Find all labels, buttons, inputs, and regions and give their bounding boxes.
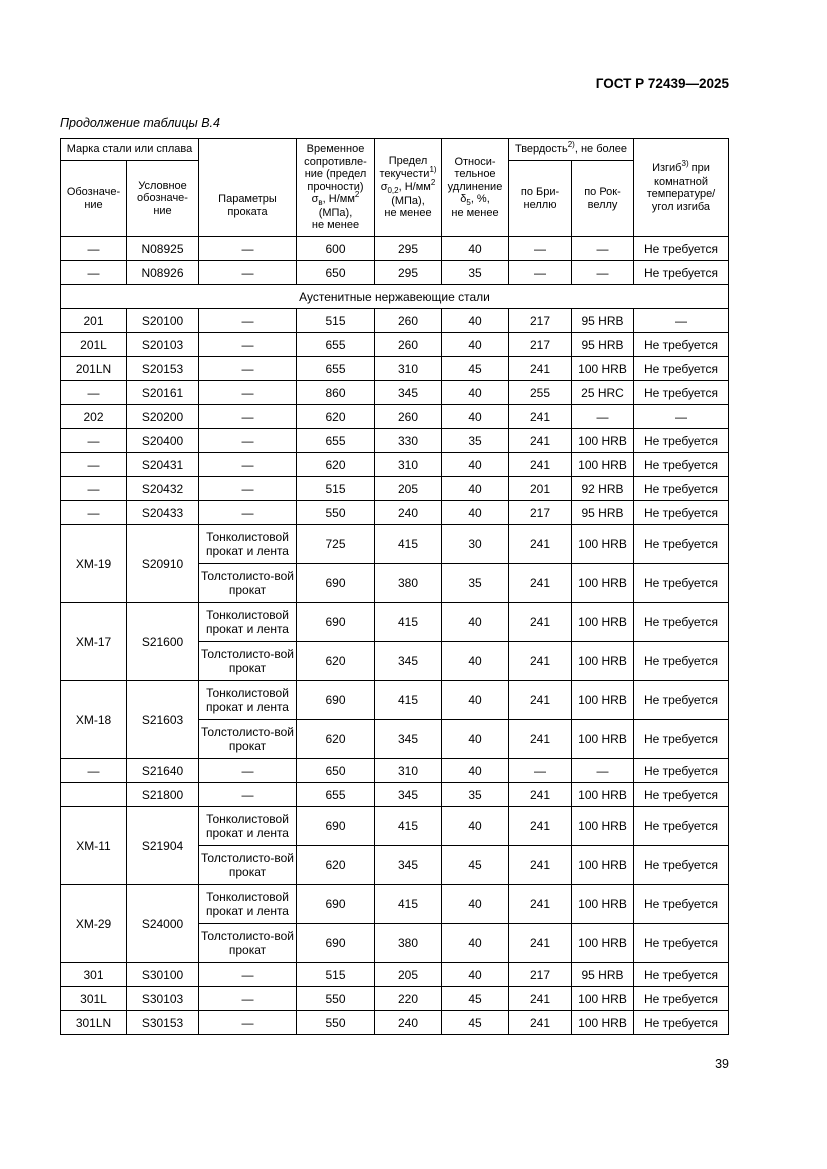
table-cell: 690	[297, 564, 375, 603]
table-cell: 241	[509, 885, 572, 924]
table-row	[61, 309, 729, 333]
table-cell: 241	[509, 603, 572, 642]
table-cell: Не требуется	[634, 783, 729, 807]
table-cell: 241	[509, 1011, 572, 1035]
header-designation: Обозначе-ние	[61, 161, 127, 237]
table-cell: Не требуется	[634, 924, 729, 963]
table-cell: 40	[442, 603, 509, 642]
table-cell: Не требуется	[634, 564, 729, 603]
table-cell: 620	[297, 720, 375, 759]
table-cell: 620	[297, 453, 375, 477]
table-cell: 550	[297, 1011, 375, 1035]
table-cell: 40	[442, 453, 509, 477]
table-cell: 40	[442, 720, 509, 759]
table-cell: 295	[375, 237, 442, 261]
table-cell: Не требуется	[634, 1011, 729, 1035]
table-cell: N08926	[127, 261, 199, 285]
table-cell: Толстолисто-вой прокат	[199, 846, 297, 885]
table-cell: S21640	[127, 759, 199, 783]
table-cell: 241	[509, 405, 572, 429]
table-cell: Тонколистовой прокат и лента	[199, 885, 297, 924]
table-cell: Не требуется	[634, 477, 729, 501]
table-cell: 860	[297, 381, 375, 405]
table-cell: —	[572, 237, 634, 261]
header-grade: Марка стали или сплава	[61, 139, 199, 161]
table-cell: 301	[61, 963, 127, 987]
table-cell: 345	[375, 642, 442, 681]
table-row	[61, 987, 729, 1011]
table-cell: Не требуется	[634, 681, 729, 720]
table-cell: —	[572, 759, 634, 783]
table-cell: 40	[442, 405, 509, 429]
table-cell: —	[61, 429, 127, 453]
table-cell: 100 HRB	[572, 603, 634, 642]
table-cell: XM-18	[61, 681, 127, 759]
table-cell: 217	[509, 309, 572, 333]
table-cell: S20910	[127, 525, 199, 603]
table-cell: —	[199, 357, 297, 381]
table-cell: —	[509, 237, 572, 261]
table-cell: —	[199, 1011, 297, 1035]
table-cell: 241	[509, 987, 572, 1011]
table-cell: XM-19	[61, 525, 127, 603]
table-cell: 655	[297, 357, 375, 381]
table-cell: 550	[297, 987, 375, 1011]
document-code: ГОСТ Р 72439—2025	[595, 76, 729, 91]
table-cell: 205	[375, 963, 442, 987]
table-cell: 201LN	[61, 357, 127, 381]
table-cell: 241	[509, 720, 572, 759]
table-cell: 241	[509, 525, 572, 564]
table-cell: S20432	[127, 477, 199, 501]
header-bend: Изгиб$^{3)}$ при комнатной температуре/ угол изгиба	[634, 139, 729, 237]
table-cell: 100 HRB	[572, 642, 634, 681]
table-caption: Продолжение таблицы В.4	[60, 116, 220, 130]
table-cell: Не требуется	[634, 261, 729, 285]
table-cell: 260	[375, 405, 442, 429]
table-cell: 35	[442, 261, 509, 285]
table-cell: 415	[375, 681, 442, 720]
table-cell: 690	[297, 603, 375, 642]
table-cell: 100 HRB	[572, 357, 634, 381]
table-cell: S20161	[127, 381, 199, 405]
table-cell: —	[634, 405, 729, 429]
table-cell: —	[199, 963, 297, 987]
table-cell: 100 HRB	[572, 783, 634, 807]
table-cell: —	[199, 429, 297, 453]
table-cell: 345	[375, 381, 442, 405]
table-cell: 650	[297, 759, 375, 783]
table-cell: —	[634, 309, 729, 333]
table-cell: 100 HRB	[572, 807, 634, 846]
table-cell: 655	[297, 783, 375, 807]
table-cell: 310	[375, 453, 442, 477]
table-cell: 40	[442, 237, 509, 261]
table-cell: 95 HRB	[572, 309, 634, 333]
table-row	[61, 501, 729, 525]
table-cell: 205	[375, 477, 442, 501]
table-row	[61, 333, 729, 357]
table-cell: 100 HRB	[572, 1011, 634, 1035]
table-cell: —	[572, 261, 634, 285]
table-cell: S30153	[127, 1011, 199, 1035]
table-cell: —	[61, 261, 127, 285]
table-cell: 217	[509, 963, 572, 987]
table-cell: 330	[375, 429, 442, 453]
table-cell: Не требуется	[634, 720, 729, 759]
table-cell: 415	[375, 603, 442, 642]
table-cell: 40	[442, 309, 509, 333]
table-cell: 725	[297, 525, 375, 564]
table-cell: Не требуется	[634, 885, 729, 924]
table-cell: 100 HRB	[572, 720, 634, 759]
table-cell: —	[509, 759, 572, 783]
table-cell: 241	[509, 807, 572, 846]
table-cell: 241	[509, 453, 572, 477]
table-cell: 260	[375, 309, 442, 333]
table-cell: 301L	[61, 987, 127, 1011]
table-cell: S24000	[127, 885, 199, 963]
table-cell: 241	[509, 642, 572, 681]
table-cell: 241	[509, 783, 572, 807]
table-cell: —	[199, 759, 297, 783]
section-title: Аустенитные нержавеющие стали	[61, 285, 729, 309]
table-cell: 40	[442, 501, 509, 525]
table-cell: Не требуется	[634, 642, 729, 681]
table-cell: 30	[442, 525, 509, 564]
table-cell: 345	[375, 846, 442, 885]
table-row	[61, 1011, 729, 1035]
table-cell: 100 HRB	[572, 564, 634, 603]
table-cell: 220	[375, 987, 442, 1011]
table-cell: 100 HRB	[572, 525, 634, 564]
table-cell: 295	[375, 261, 442, 285]
table-cell: —	[509, 261, 572, 285]
table-cell: 415	[375, 525, 442, 564]
table-cell: 40	[442, 642, 509, 681]
table-cell: —	[61, 381, 127, 405]
table-cell: 310	[375, 759, 442, 783]
header-hardness: Твердость$^{2)}$, не более	[509, 139, 634, 161]
table-cell: 380	[375, 924, 442, 963]
table-cell: XM-29	[61, 885, 127, 963]
table-row	[61, 603, 729, 642]
table-cell: 35	[442, 564, 509, 603]
table-cell: S20400	[127, 429, 199, 453]
table-cell: S21800	[127, 783, 199, 807]
table-cell: 650	[297, 261, 375, 285]
table-cell: 25 HRC	[572, 381, 634, 405]
table-cell: S21603	[127, 681, 199, 759]
table-cell: Не требуется	[634, 807, 729, 846]
table-cell: 40	[442, 885, 509, 924]
table-cell: 45	[442, 987, 509, 1011]
table-cell: 655	[297, 429, 375, 453]
table-cell: 515	[297, 309, 375, 333]
table-row	[61, 885, 729, 924]
table-cell: 40	[442, 333, 509, 357]
header-yield: Предел текучести$^{1)}$ $\sigma_{0,2}$, $Н/мм^2$ (МПа), не менее	[375, 139, 442, 237]
table-cell: 241	[509, 357, 572, 381]
table-cell: 255	[509, 381, 572, 405]
table-cell: 40	[442, 681, 509, 720]
table-cell: 100 HRB	[572, 453, 634, 477]
table-cell: S20431	[127, 453, 199, 477]
header-conditional-designation: Условное обозначе-ние	[127, 161, 199, 237]
table-cell: 690	[297, 681, 375, 720]
table-row	[61, 237, 729, 261]
table-cell: Толстолисто-вой прокат	[199, 720, 297, 759]
table-cell: —	[199, 501, 297, 525]
table-cell: 345	[375, 720, 442, 759]
table-cell: 45	[442, 846, 509, 885]
properties-table	[60, 138, 729, 1035]
table-cell: 100 HRB	[572, 846, 634, 885]
table-row	[61, 429, 729, 453]
table-row	[61, 357, 729, 381]
table-cell: Тонколистовой прокат и лента	[199, 603, 297, 642]
table-cell: Не требуется	[634, 603, 729, 642]
table-cell: 380	[375, 564, 442, 603]
table-cell: 241	[509, 681, 572, 720]
table-cell: 600	[297, 237, 375, 261]
header-brinell: по Бри-неллю	[509, 161, 572, 237]
table-cell: S20100	[127, 309, 199, 333]
table-cell: 690	[297, 885, 375, 924]
table-cell: 620	[297, 642, 375, 681]
table-cell: 217	[509, 333, 572, 357]
section-row	[61, 285, 729, 309]
table-cell: 45	[442, 357, 509, 381]
table-cell: 415	[375, 807, 442, 846]
table-cell: 241	[509, 924, 572, 963]
table-cell: Не требуется	[634, 381, 729, 405]
table-cell: 690	[297, 807, 375, 846]
table-row	[61, 783, 729, 807]
table-cell: 95 HRB	[572, 333, 634, 357]
table-row	[61, 477, 729, 501]
table-cell: —	[61, 477, 127, 501]
table-cell: 550	[297, 501, 375, 525]
table-cell: —	[199, 333, 297, 357]
table-body	[61, 237, 729, 1035]
table-cell: S20433	[127, 501, 199, 525]
table-cell: 35	[442, 429, 509, 453]
table-row	[61, 759, 729, 783]
header-rockwell: по Рок-веллу	[572, 161, 634, 237]
table-cell: S21600	[127, 603, 199, 681]
table-cell: N08925	[127, 237, 199, 261]
table-cell: —	[199, 381, 297, 405]
table-cell: Не требуется	[634, 357, 729, 381]
table-cell: 40	[442, 807, 509, 846]
table-cell: 345	[375, 783, 442, 807]
table-cell: Не требуется	[634, 429, 729, 453]
table-cell: 241	[509, 846, 572, 885]
table-cell: 241	[509, 429, 572, 453]
table-cell: XM-11	[61, 807, 127, 885]
header-elongation: Относи-тельное удлинение $\delta_5$, %, не менее	[442, 139, 509, 237]
table-row	[61, 405, 729, 429]
table-cell: 92 HRB	[572, 477, 634, 501]
table-cell: Не требуется	[634, 453, 729, 477]
table-cell: 201	[509, 477, 572, 501]
table-cell: Не требуется	[634, 237, 729, 261]
table-cell: —	[199, 783, 297, 807]
table-cell: 201	[61, 309, 127, 333]
table-cell: —	[199, 405, 297, 429]
table-cell: Не требуется	[634, 963, 729, 987]
table-cell: Не требуется	[634, 987, 729, 1011]
table-cell: 35	[442, 783, 509, 807]
table-cell: 40	[442, 924, 509, 963]
table-cell: Тонколистовой прокат и лента	[199, 525, 297, 564]
table-row	[61, 807, 729, 846]
table-cell: 100 HRB	[572, 924, 634, 963]
table-cell: 100 HRB	[572, 681, 634, 720]
table-cell: 240	[375, 501, 442, 525]
table-row	[61, 525, 729, 564]
table-row	[61, 453, 729, 477]
table-cell: —	[61, 501, 127, 525]
table-cell: —	[61, 759, 127, 783]
table-cell: 415	[375, 885, 442, 924]
table-cell: 100 HRB	[572, 987, 634, 1011]
table-cell: 240	[375, 1011, 442, 1035]
table-row	[61, 381, 729, 405]
table-cell	[61, 783, 127, 807]
table-row	[61, 963, 729, 987]
header-params: Параметры проката	[199, 139, 297, 237]
table-cell: —	[199, 237, 297, 261]
table-cell: S30100	[127, 963, 199, 987]
page-number: 39	[715, 1057, 729, 1071]
table-cell: Не требуется	[634, 333, 729, 357]
table-cell: 95 HRB	[572, 501, 634, 525]
table-cell: XM-17	[61, 603, 127, 681]
table-cell: —	[199, 987, 297, 1011]
table-cell: Тонколистовой прокат и лента	[199, 681, 297, 720]
table-cell: S30103	[127, 987, 199, 1011]
table-cell: 690	[297, 924, 375, 963]
table-cell: —	[199, 477, 297, 501]
table-cell: Не требуется	[634, 759, 729, 783]
table-cell: 620	[297, 405, 375, 429]
table-row	[61, 681, 729, 720]
table-cell: —	[61, 453, 127, 477]
table-cell: 100 HRB	[572, 885, 634, 924]
table-cell: Не требуется	[634, 846, 729, 885]
table-cell: 40	[442, 963, 509, 987]
table-cell: 515	[297, 477, 375, 501]
table-cell: 202	[61, 405, 127, 429]
table-cell: —	[199, 309, 297, 333]
table-cell: 655	[297, 333, 375, 357]
table-cell: 301LN	[61, 1011, 127, 1035]
table-cell: 40	[442, 381, 509, 405]
table-cell: Толстолисто-вой прокат	[199, 564, 297, 603]
table-cell: 217	[509, 501, 572, 525]
table-cell: 260	[375, 333, 442, 357]
table-cell: Тонколистовой прокат и лента	[199, 807, 297, 846]
table-cell: 310	[375, 357, 442, 381]
table-cell: 40	[442, 759, 509, 783]
table-cell: Не требуется	[634, 501, 729, 525]
table-cell: 620	[297, 846, 375, 885]
table-cell: S20153	[127, 357, 199, 381]
table-cell: 95 HRB	[572, 963, 634, 987]
table-cell: —	[199, 261, 297, 285]
table-cell: 45	[442, 1011, 509, 1035]
table-cell: 201L	[61, 333, 127, 357]
table-cell: —	[572, 405, 634, 429]
table-cell: 241	[509, 564, 572, 603]
table-cell: Толстолисто-вой прокат	[199, 642, 297, 681]
table-cell: 515	[297, 963, 375, 987]
table-row	[61, 261, 729, 285]
table-cell: S20103	[127, 333, 199, 357]
table-cell: S21904	[127, 807, 199, 885]
table-cell: S20200	[127, 405, 199, 429]
header-tensile: Временное сопротивле-ние (предел прочности) $\sigma_в$, $Н/мм^2$ (МПа), не менее	[297, 139, 375, 237]
table-cell: 40	[442, 477, 509, 501]
table-cell: —	[199, 453, 297, 477]
table-cell: Толстолисто-вой прокат	[199, 924, 297, 963]
table-cell: Не требуется	[634, 525, 729, 564]
table-cell: —	[61, 237, 127, 261]
table-cell: 100 HRB	[572, 429, 634, 453]
